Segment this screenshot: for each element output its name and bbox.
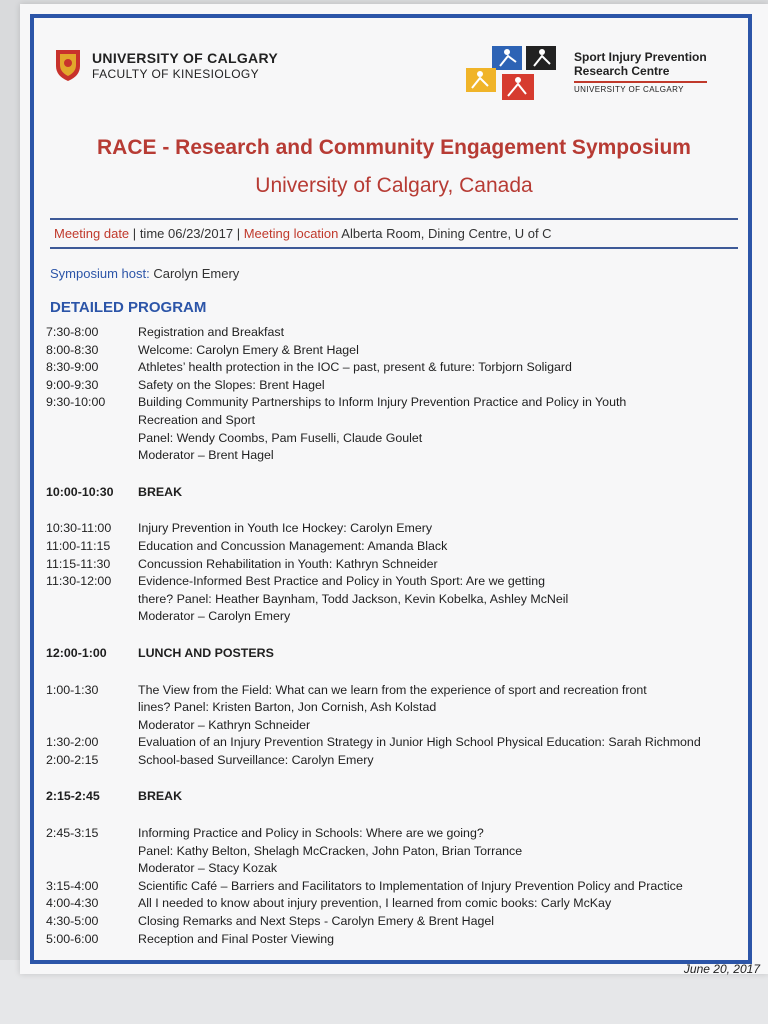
program-description: Safety on the Slopes: Brent Hagel: [138, 377, 325, 392]
meeting-date-value: 06/23/2017: [168, 226, 234, 241]
program-item: [46, 825, 746, 843]
program-time: 9:30-10:00: [46, 395, 106, 410]
centre-name-line2: Research Centre: [574, 64, 670, 78]
spacer: [46, 626, 746, 645]
program-item: [46, 447, 746, 465]
symposium-host: [50, 266, 239, 281]
program-description: Moderator – Carolyn Emery: [138, 609, 291, 624]
program-description: Moderator – Brent Hagel: [138, 448, 274, 463]
spacer: [46, 663, 746, 682]
program-item: [46, 860, 746, 878]
spacer: [46, 806, 746, 825]
program-time: 8:30-9:00: [46, 360, 99, 375]
program-description: Building Community Partnerships to Inform Injury Prevention Practice and Policy in Youth: [138, 395, 627, 410]
program-time: [46, 430, 138, 448]
program-description: LUNCH AND POSTERS: [138, 645, 274, 660]
program-description: Education and Concussion Management: Amanda Black: [138, 538, 448, 553]
program-item: [46, 913, 746, 931]
program-time: [46, 860, 138, 878]
document-page: [20, 4, 768, 974]
program-description: All I needed to know about injury prevention, I learned from comic books: Carly McKay: [138, 896, 612, 911]
program-description: BREAK: [138, 484, 183, 499]
program-item: [46, 538, 746, 556]
program-description: Moderator – Kathryn Schneider: [138, 717, 311, 732]
university-logo: [54, 48, 278, 82]
program-item: [46, 682, 746, 700]
program-item: [46, 734, 746, 752]
program-item: [46, 556, 746, 574]
break-row: [46, 484, 746, 502]
program-description: Scientific Café – Barriers and Facilitators to Implementation of Injury Prevention Policy and Practice: [138, 878, 683, 893]
program-time: [46, 699, 138, 717]
program-time: [46, 591, 138, 609]
spacer: [46, 501, 746, 520]
program-time: [46, 608, 138, 626]
program-time: 1:00-1:30: [46, 682, 99, 697]
program-description: Evidence-Informed Best Practice and Policy in Youth Sport: Are we getting: [138, 574, 546, 589]
program-list: [46, 324, 746, 948]
crest-icon: [54, 48, 82, 82]
program-time: 9:00-9:30: [46, 377, 99, 392]
program-heading: DETAILED PROGRAM: [50, 299, 207, 316]
program-item: [46, 878, 746, 896]
centre-university: UNIVERSITY OF CALGARY: [574, 81, 707, 94]
program-description: Registration and Breakfast: [138, 325, 285, 339]
sipr-logo: [464, 38, 744, 108]
separator: |: [132, 226, 137, 241]
program-item: [46, 394, 746, 412]
program-time: 8:00-8:30: [46, 342, 99, 357]
break-row: [46, 788, 746, 806]
program-description: Reception and Final Poster Viewing: [138, 931, 335, 946]
program-description: The View from the Field: What can we learn from the experience of sport and recreation front: [138, 682, 647, 697]
separator: |: [236, 226, 241, 241]
program-description: Panel: Kathy Belton, Shelagh McCracken, John Paton, Brian Torrance: [138, 843, 523, 858]
program-item: [46, 430, 746, 448]
program-description: BREAK: [138, 789, 183, 804]
program-description: lines? Panel: Kristen Barton, Jon Cornish, Ash Kolstad: [138, 700, 437, 715]
program-description: Moderator – Stacy Kozak: [138, 861, 278, 876]
program-time: 10:00-10:30: [46, 484, 114, 499]
program-item: [46, 412, 746, 430]
symposium-title: RACE - Research and Community Engagement Symposium: [97, 136, 691, 159]
time-label: time: [139, 226, 165, 241]
centre-name-line1: Sport Injury Prevention: [574, 50, 707, 64]
footer-date: June 20, 2017: [683, 962, 760, 976]
program-time: [46, 717, 138, 735]
symposium-subtitle: University of Calgary, Canada: [255, 174, 533, 197]
program-description: Closing Remarks and Next Steps - Carolyn Emery & Brent Hagel: [138, 914, 495, 929]
program-description: Recreation and Sport: [138, 412, 256, 427]
program-time: 10:30-11:00: [46, 521, 112, 536]
program-item: [46, 717, 746, 735]
program-time: 4:00-4:30: [46, 896, 99, 911]
university-name: UNIVERSITY OF CALGARY: [92, 49, 278, 66]
program-description: Athletes’ health protection in the IOC – past, present & future: Torbjorn Soligard: [138, 360, 572, 375]
program-time: [46, 412, 138, 430]
host-label: Symposium host:: [50, 266, 150, 281]
program-time: 2:00-2:15: [46, 752, 99, 767]
host-value: Carolyn Emery: [153, 266, 240, 281]
program-item: [46, 895, 746, 913]
program-time: [46, 447, 138, 465]
spacer: [46, 465, 746, 484]
program-description: Concussion Rehabilitation in Youth: Kathryn Schneider: [138, 556, 438, 571]
program-time: 2:45-3:15: [46, 826, 99, 841]
program-item: [46, 359, 746, 377]
program-time: 4:30-5:00: [46, 914, 99, 929]
meeting-location-label: Meeting location: [243, 226, 339, 241]
meeting-date-label: Meeting date: [54, 226, 130, 241]
meeting-info-bar: [50, 218, 738, 249]
program-description: Welcome: Carolyn Emery & Brent Hagel: [138, 342, 359, 357]
program-time: 11:00-11:15: [46, 538, 111, 553]
program-description: there? Panel: Heather Baynham, Todd Jackson, Kevin Kobelka, Ashley McNeil: [138, 591, 569, 606]
program-time: 5:00-6:00: [46, 931, 99, 946]
meeting-location-value: Alberta Room, Dining Centre, U of C: [341, 226, 552, 241]
program-description: School-based Surveillance: Carolyn Emery: [138, 752, 374, 767]
program-item: [46, 573, 746, 591]
program-time: 1:30-2:00: [46, 735, 99, 750]
program-time: 11:15-11:30: [46, 556, 111, 571]
program-time: [46, 843, 138, 861]
sport-figures-icon: [464, 38, 574, 108]
program-item: [46, 591, 746, 609]
program-item: [46, 843, 746, 861]
program-item: [46, 342, 746, 360]
program-item: [46, 752, 746, 770]
program-item: [46, 931, 746, 949]
program-item: [46, 520, 746, 538]
spacer: [46, 769, 746, 788]
break-row: [46, 645, 746, 663]
program-time: 7:30-8:00: [46, 325, 99, 339]
faculty-name: FACULTY OF KINESIOLOGY: [92, 66, 260, 81]
program-description: Panel: Wendy Coombs, Pam Fuselli, Claude Goulet: [138, 430, 423, 445]
program-item: [46, 324, 746, 342]
program-description: Injury Prevention in Youth Ice Hockey: Carolyn Emery: [138, 521, 433, 536]
program-item: [46, 608, 746, 626]
program-item: [46, 699, 746, 717]
page-border: [30, 14, 752, 964]
program-time: 2:15-2:45: [46, 789, 100, 804]
program-description: Evaluation of an Injury Prevention Strategy in Junior High School Physical Education: Sarah Richmond: [138, 735, 701, 750]
program-time: 12:00-1:00: [46, 645, 107, 660]
program-item: [46, 377, 746, 395]
program-time: 3:15-4:00: [46, 878, 99, 893]
program-time: 11:30-12:00: [46, 574, 112, 589]
program-description: Informing Practice and Policy in Schools: Where are we going?: [138, 826, 484, 841]
